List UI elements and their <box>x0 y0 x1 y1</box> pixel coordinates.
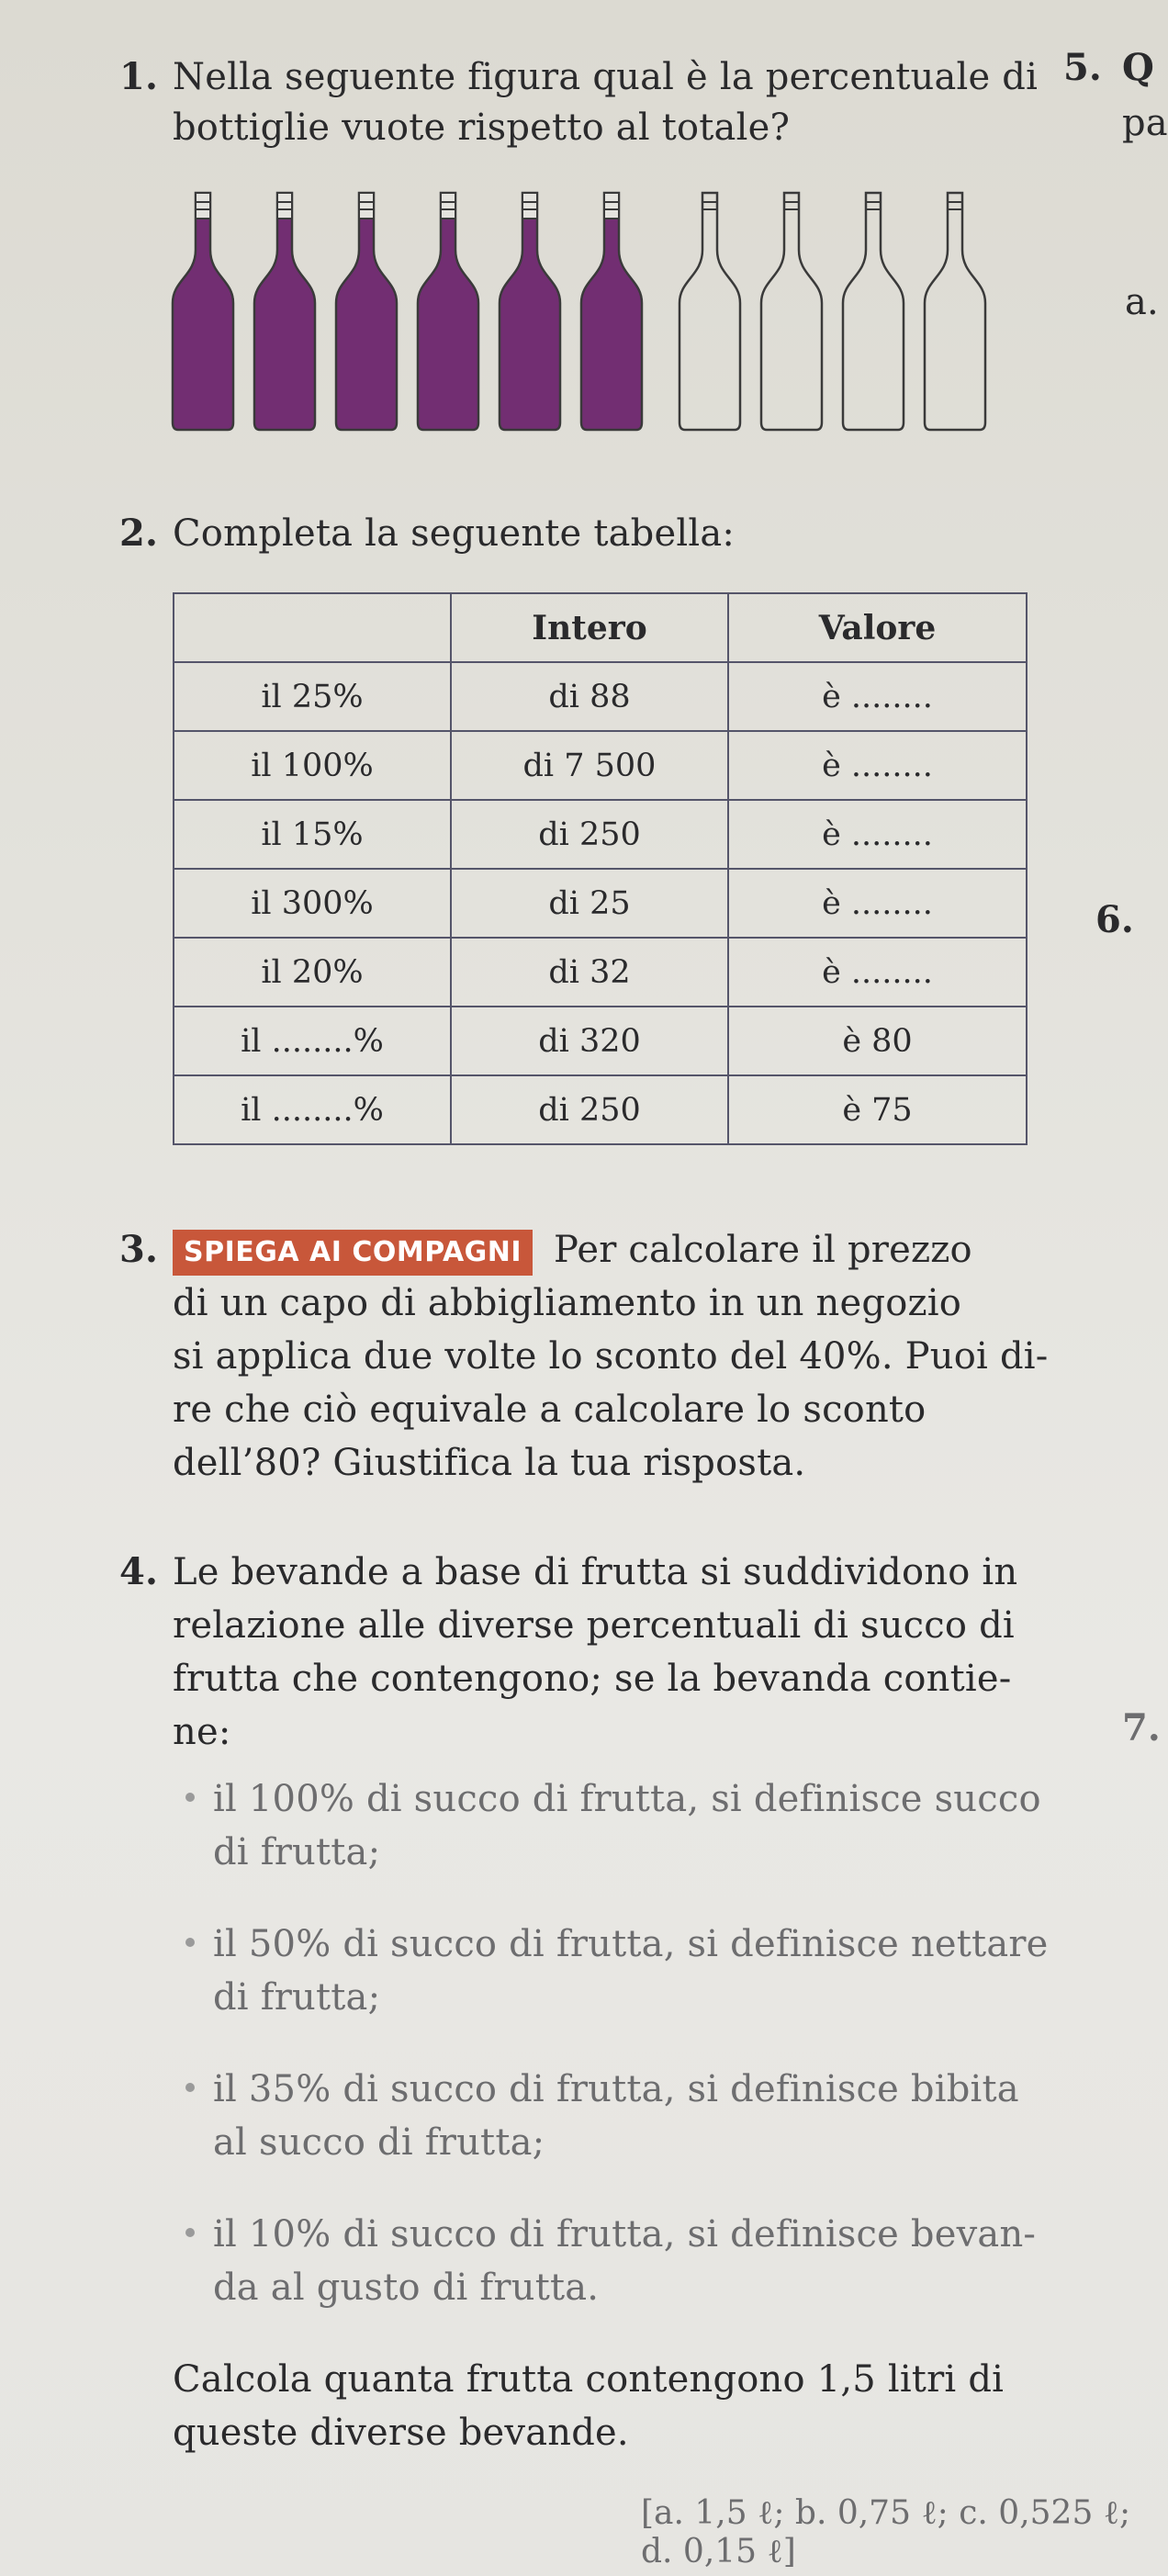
table-row <box>174 938 1027 1007</box>
margin-question-5-number: 5. <box>1063 46 1102 89</box>
bullet-2-line-2: di frutta; <box>213 1976 381 2019</box>
question-4-line-1: Le bevande a base di frutta si suddividono in <box>173 1551 1018 1593</box>
bullet-4-line-1: il 10% di succo di frutta, si definisce bevan- <box>213 2213 1037 2255</box>
table-row <box>174 662 1027 731</box>
question-3-line-5: dell’80? Giustifica la tua risposta. <box>173 1442 806 1484</box>
cell-intero: di 250 <box>451 1075 728 1144</box>
question-2-number: 2. <box>119 512 159 555</box>
full-bottle <box>254 193 315 430</box>
header-intero: Intero <box>451 593 728 662</box>
cell-percent[interactable]: il ........% <box>174 1075 451 1144</box>
question-3-line-4: re che ciò equivale a calcolare lo sconto <box>173 1389 927 1431</box>
question-3-number: 3. <box>119 1228 159 1271</box>
question-4-calc-line-2: queste diverse bevande. <box>173 2412 629 2454</box>
cell-valore[interactable]: è ........ <box>728 800 1027 869</box>
question-3-line-3: si applica due volte lo sconto del 40%. Puoi di- <box>173 1335 1049 1378</box>
header-valore: Valore <box>728 593 1027 662</box>
spiega-ai-compagni-badge: SPIEGA AI COMPAGNI <box>173 1230 533 1276</box>
full-bottle <box>581 193 642 430</box>
cell-intero: di 25 <box>451 869 728 938</box>
question-1 <box>119 51 158 104</box>
question-1-number: 1. <box>119 55 159 98</box>
bullet-dot <box>185 1938 195 1947</box>
bullet-4-line-2: da al gusto di frutta. <box>213 2267 600 2309</box>
cell-intero: di 32 <box>451 938 728 1007</box>
empty-bottle <box>843 193 904 430</box>
full-bottle <box>500 193 560 430</box>
question-4-number: 4. <box>119 1550 159 1593</box>
header-empty <box>174 593 451 662</box>
bullet-dot <box>185 2228 195 2237</box>
table-row <box>174 869 1027 938</box>
table-row <box>174 731 1027 800</box>
question-3-line-1: Per calcolare il prezzo <box>554 1229 972 1271</box>
cell-percent: il 20% <box>174 938 451 1007</box>
empty-bottle <box>761 193 822 430</box>
margin-text-p: pa <box>1122 102 1168 144</box>
cell-percent: il 25% <box>174 662 451 731</box>
question-4-line-2: relazione alle diverse percentuali di succo di <box>173 1604 1015 1647</box>
cell-percent: il 15% <box>174 800 451 869</box>
bullet-1-line-1: il 100% di succo di frutta, si definisce succo <box>213 1778 1041 1820</box>
cell-percent[interactable]: il ........% <box>174 1007 451 1075</box>
question-1-line-1: Nella seguente figura qual è la percentuale di <box>173 56 1039 98</box>
question-4-line-4: ne: <box>173 1711 231 1753</box>
question-1-line-2: bottiglie vuote rispetto al totale? <box>173 107 791 149</box>
cell-intero: di 320 <box>451 1007 728 1075</box>
table-row <box>174 800 1027 869</box>
question-4-line-3: frutta che contengono; se la bevanda contie- <box>173 1658 1012 1700</box>
full-bottle <box>173 193 233 430</box>
table-header-row <box>174 593 1027 662</box>
margin-question-5-letter: Q <box>1122 46 1154 89</box>
empty-bottle <box>679 193 740 430</box>
table-row <box>174 1075 1027 1144</box>
cell-intero: di 7 500 <box>451 731 728 800</box>
margin-text-a: a. <box>1125 281 1159 323</box>
bullet-dot <box>185 1793 195 1802</box>
full-bottle <box>418 193 478 430</box>
cell-valore[interactable]: è ........ <box>728 662 1027 731</box>
table-row <box>174 1007 1027 1075</box>
cell-valore[interactable]: è ........ <box>728 938 1027 1007</box>
margin-question-7-number: 7. <box>1122 1706 1161 1749</box>
question-3-line-2: di un capo di abbigliamento in un negozio <box>173 1282 962 1324</box>
empty-bottle <box>925 193 985 430</box>
bullet-dot <box>185 2083 195 2092</box>
cell-valore: è 75 <box>728 1075 1027 1144</box>
cell-percent: il 100% <box>174 731 451 800</box>
cell-percent: il 300% <box>174 869 451 938</box>
margin-question-6-number: 6. <box>1095 898 1134 941</box>
percentage-table <box>173 592 1028 1145</box>
cell-intero: di 88 <box>451 662 728 731</box>
question-3-first-line <box>173 1223 972 1277</box>
bullet-3-line-1: il 35% di succo di frutta, si definisce bibita <box>213 2068 1019 2110</box>
question-4-calc-line-1: Calcola quanta frutta contengono 1,5 litri di <box>173 2358 1005 2401</box>
cell-valore[interactable]: è ........ <box>728 731 1027 800</box>
cell-valore[interactable]: è ........ <box>728 869 1027 938</box>
question-2-title: Completa la seguente tabella: <box>173 512 736 555</box>
cell-intero: di 250 <box>451 800 728 869</box>
bullet-2-line-1: il 50% di succo di frutta, si definisce nettare <box>213 1923 1049 1965</box>
bullet-1-line-2: di frutta; <box>213 1831 381 1873</box>
bullet-3-line-2: al succo di frutta; <box>213 2121 545 2164</box>
full-bottle <box>336 193 397 430</box>
bottles-figure <box>173 193 999 432</box>
answers-line: [a. 1,5 ℓ; b. 0,75 ℓ; c. 0,525 ℓ; d. 0,15 ℓ] <box>641 2494 1131 2570</box>
cell-valore: è 80 <box>728 1007 1027 1075</box>
